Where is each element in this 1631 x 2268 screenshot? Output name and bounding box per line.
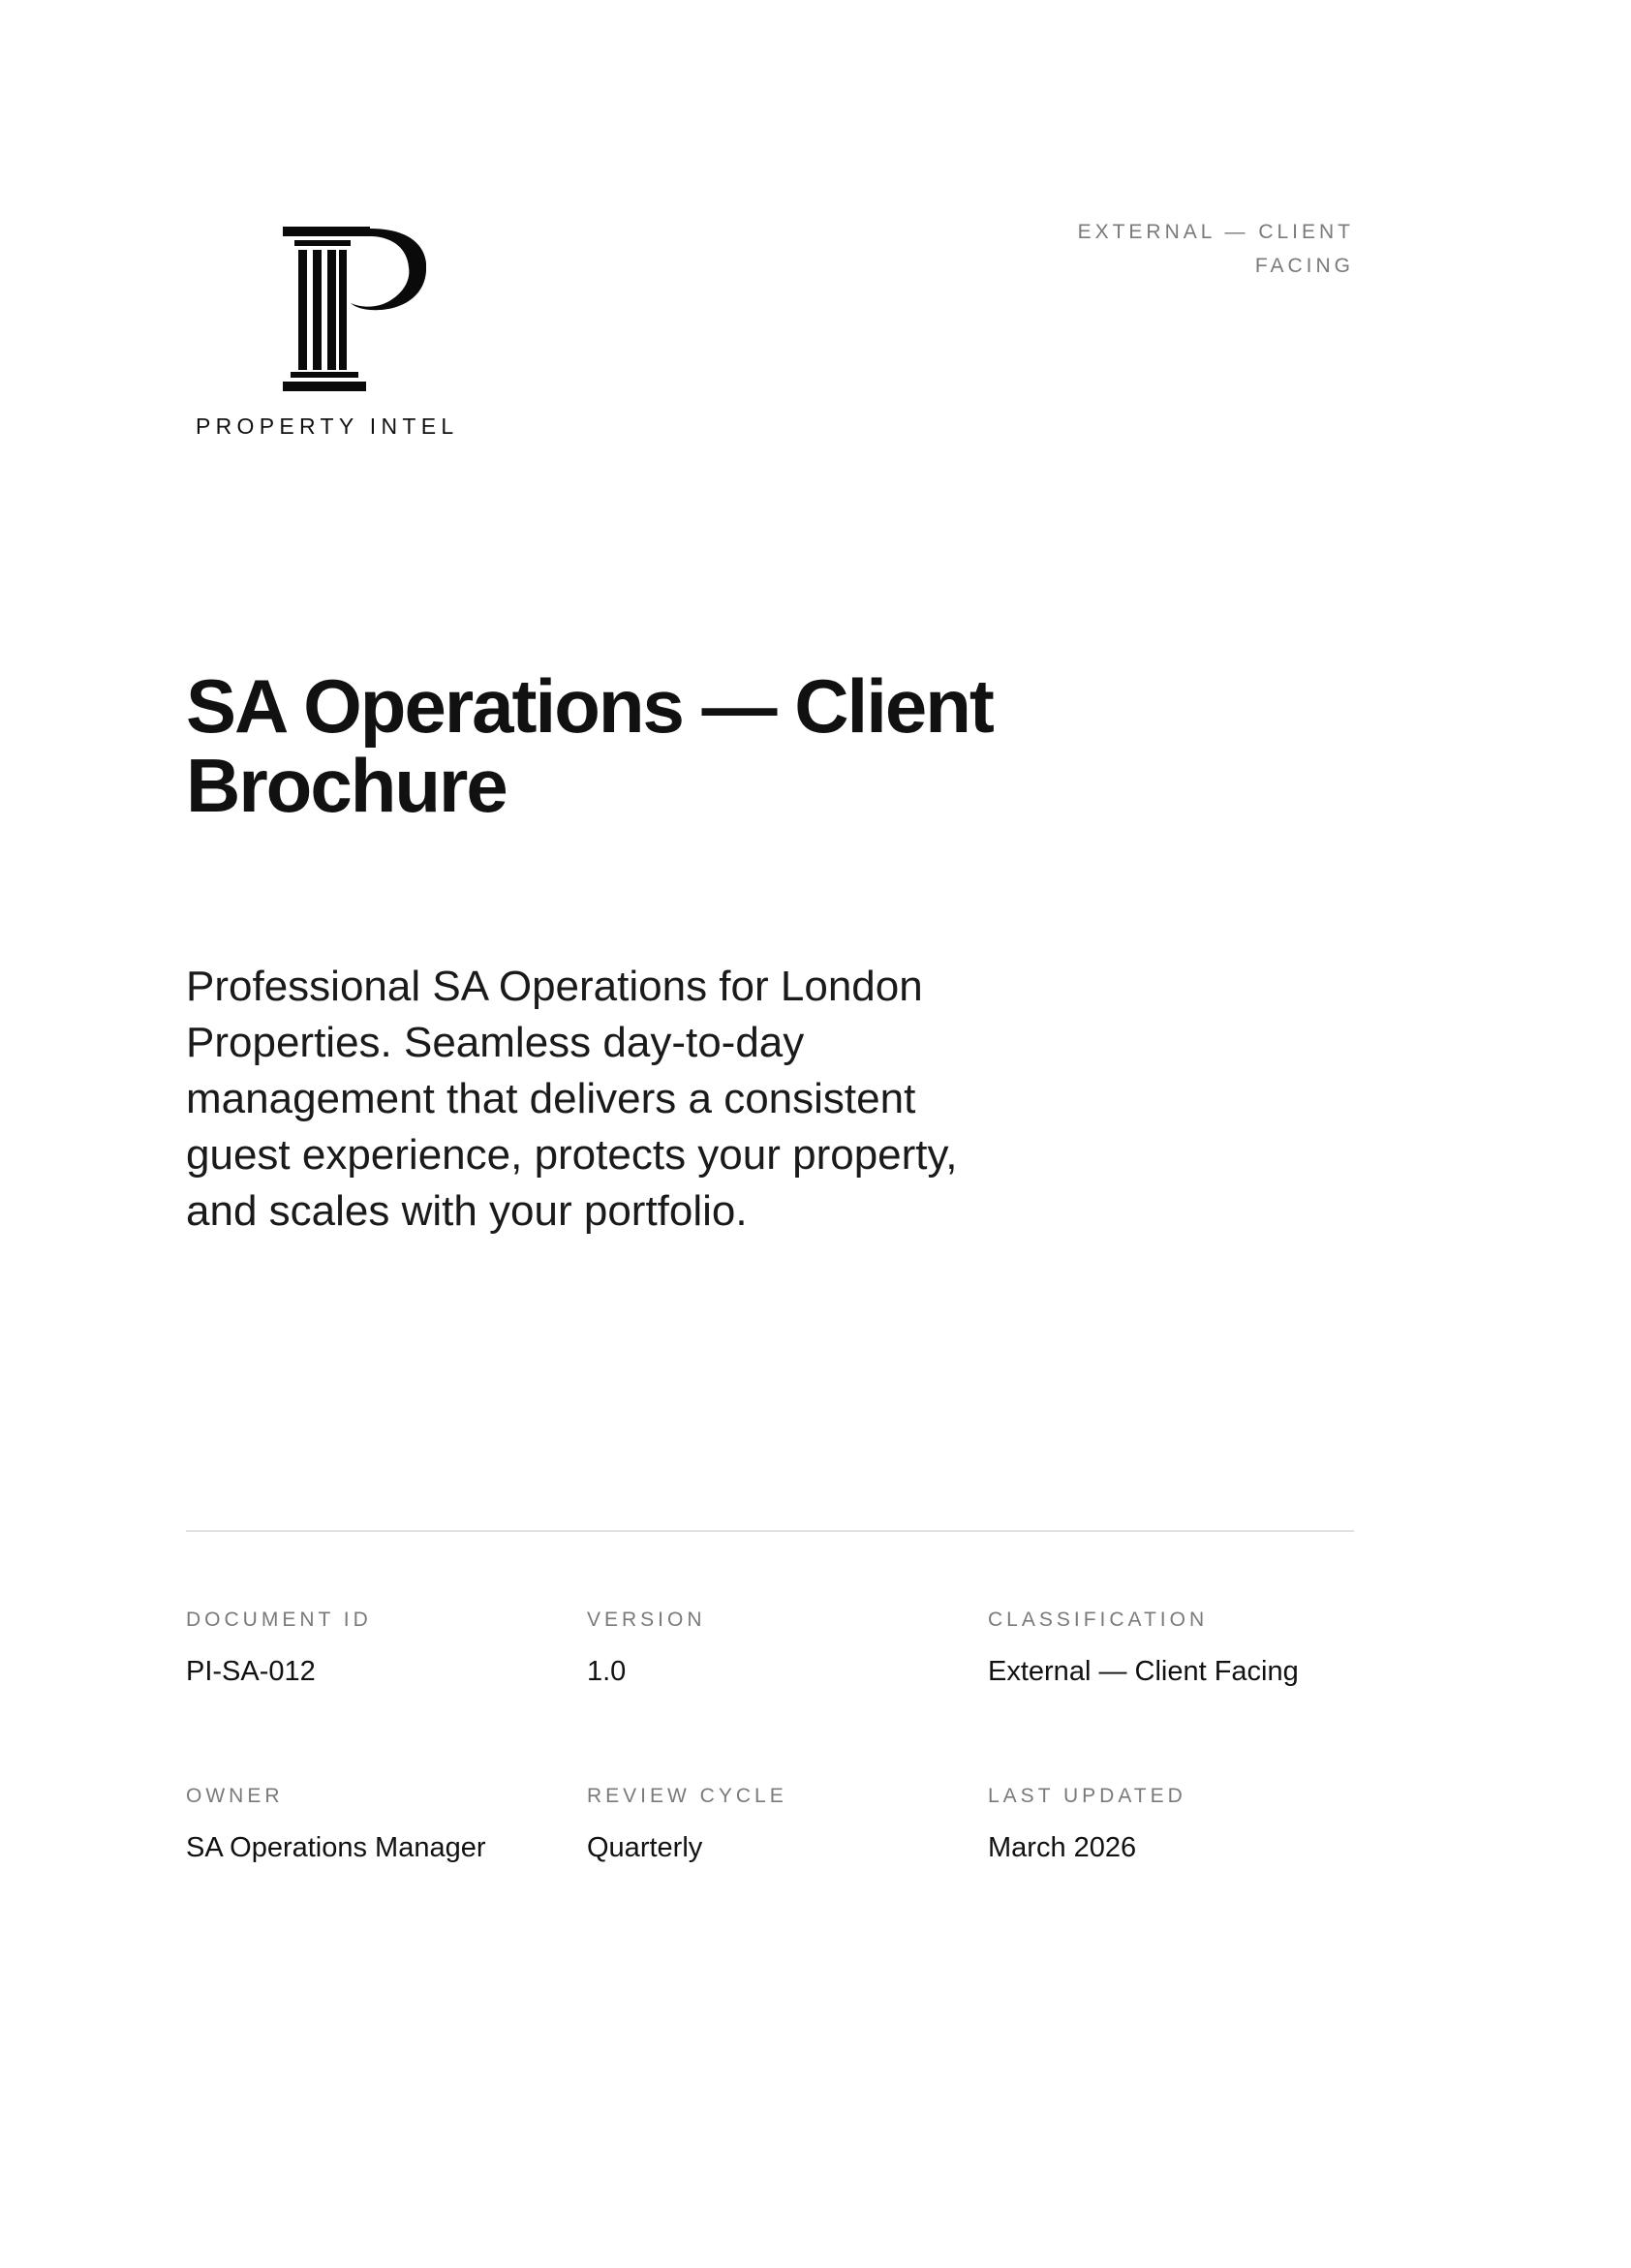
meta-label: REVIEW CYCLE (587, 1785, 787, 1807)
meta-review-cycle (587, 1784, 988, 1865)
meta-owner (186, 1784, 587, 1865)
meta-label: LAST UPDATED (988, 1785, 1186, 1807)
meta-value: March 2026 (988, 1832, 1137, 1863)
document-title: SA Operations — Client Brochure (186, 663, 993, 828)
document-intro: Professional SA Operations for London Properties. Seamless day-to-day management that delivers a consistent guest experience, protects your property, and scales with your portfolio. (186, 963, 958, 1235)
meta-value: PI-SA-012 (186, 1656, 316, 1687)
meta-classification (988, 1608, 1387, 1689)
meta-label: DOCUMENT ID (186, 1609, 372, 1631)
section-divider (186, 1530, 1354, 1532)
meta-value: SA Operations Manager (186, 1832, 486, 1863)
meta-label: OWNER (186, 1785, 284, 1807)
meta-document-id (186, 1608, 587, 1689)
document-metadata (186, 1608, 1387, 1865)
classification-tag: EXTERNAL — CLIENT FACING (1077, 221, 1354, 277)
meta-value: Quarterly (587, 1832, 703, 1863)
meta-last-updated (988, 1784, 1387, 1865)
meta-label: CLASSIFICATION (988, 1609, 1209, 1631)
meta-value: 1.0 (587, 1656, 627, 1687)
meta-version (587, 1608, 988, 1689)
pillar-p-logo-icon (281, 223, 426, 397)
brand-name: PROPERTY INTEL (196, 414, 459, 439)
meta-label: VERSION (587, 1609, 706, 1631)
meta-value: External — Client Facing (988, 1656, 1299, 1687)
